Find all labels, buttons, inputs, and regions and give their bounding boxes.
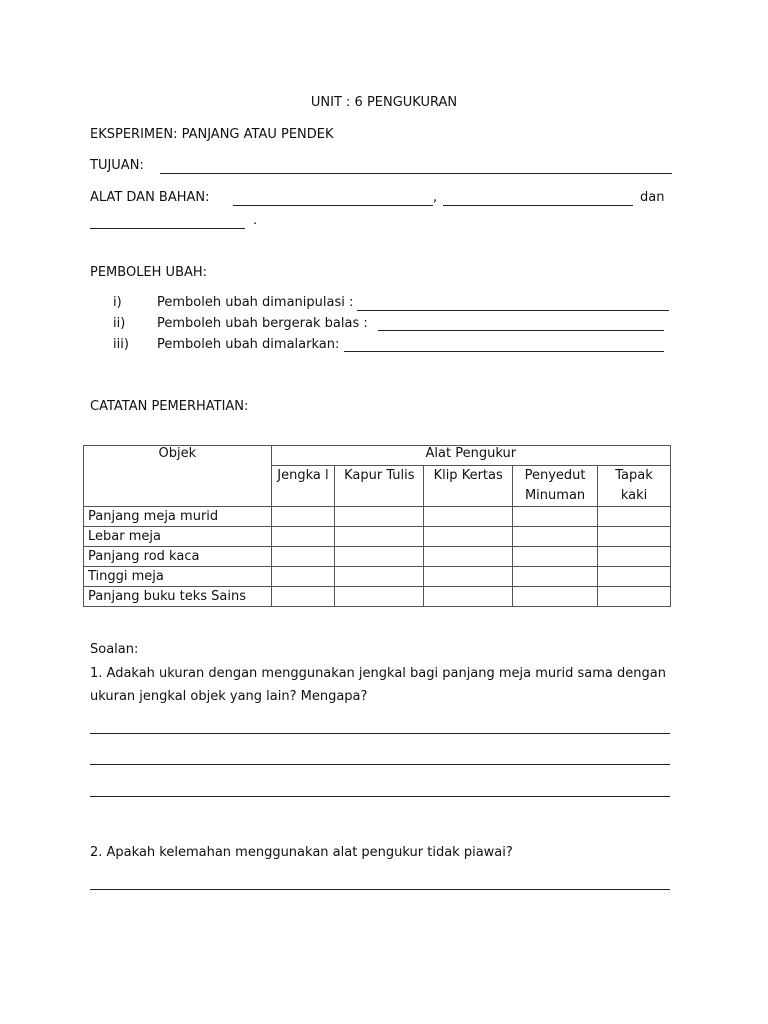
table-header-tool: Kapur Tulis [335,466,424,507]
table-cell[interactable] [335,547,424,567]
variable-answer-line-responding[interactable] [378,330,664,331]
table-header-tools-group: Alat Pengukur [271,446,670,466]
observation-table [83,445,671,607]
table-cell[interactable] [271,507,335,527]
table-cell[interactable] [424,527,513,547]
table-cell[interactable] [271,527,335,547]
table-cell[interactable] [598,507,671,527]
table-row-label: Panjang buku teks Sains [84,587,272,607]
table-header-tool: Penyedut Minuman [513,466,598,507]
variable-label-constant: Pemboleh ubah dimalarkan: [157,337,340,352]
variable-label-responding: Pemboleh ubah bergerak balas : [157,316,368,331]
table-cell[interactable] [598,567,671,587]
question-2: 2. Apakah kelemahan menggunakan alat pengukur tidak piawai? [90,845,513,860]
question-2-answer-line[interactable] [90,889,670,890]
variable-label-manipulated: Pemboleh ubah dimanipulasi : [157,295,354,310]
table-cell[interactable] [335,567,424,587]
table-row [84,527,671,547]
materials-answer-line-2[interactable] [443,205,633,206]
variables-heading: PEMBOLEH UBAH: [90,265,208,280]
variable-answer-line-constant[interactable] [344,351,664,352]
page-title: UNIT : 6 PENGUKURAN [310,95,458,110]
table-row [84,507,671,527]
table-header-tool: Jengka l [271,466,335,507]
materials-comma: , [433,190,438,205]
variable-answer-line-manipulated[interactable] [357,310,669,311]
materials-period: . [253,213,258,228]
table-cell[interactable] [513,547,598,567]
observation-heading: CATATAN PEMERHATIAN: [90,399,249,414]
table-cell[interactable] [335,527,424,547]
table-row-label: Tinggi meja [84,567,272,587]
table-cell[interactable] [598,527,671,547]
variable-num-3: iii) [113,337,129,352]
variable-num-2: ii) [113,316,126,331]
table-cell[interactable] [513,507,598,527]
materials-label: ALAT DAN BAHAN: [90,190,210,205]
table-cell[interactable] [513,527,598,547]
purpose-answer-line[interactable] [160,173,672,174]
materials-answer-line-1[interactable] [233,205,433,206]
question-1-answer-line[interactable] [90,796,670,797]
table-cell[interactable] [335,587,424,607]
table-header-tool: Klip Kertas [424,466,513,507]
question-1-answer-line[interactable] [90,764,670,765]
question-1-line-2: ukuran jengkal objek yang lain? Mengapa? [90,689,368,704]
table-cell[interactable] [424,567,513,587]
table-header-objek: Objek [84,446,272,507]
table-cell[interactable] [513,587,598,607]
experiment-title: EKSPERIMEN: PANJANG ATAU PENDEK [90,127,334,142]
table-cell[interactable] [598,587,671,607]
table-cell[interactable] [271,547,335,567]
table-row-label: Panjang meja murid [84,507,272,527]
table-cell[interactable] [271,587,335,607]
table-cell[interactable] [424,587,513,607]
purpose-label: TUJUAN: [90,158,144,173]
table-cell[interactable] [271,567,335,587]
table-row [84,547,671,567]
materials-answer-line-3[interactable] [90,228,245,229]
materials-and: dan [640,190,665,205]
question-1-answer-line[interactable] [90,733,670,734]
table-row [84,587,671,607]
table-cell[interactable] [598,547,671,567]
variable-num-1: i) [113,295,122,310]
questions-heading: Soalan: [90,642,139,657]
table-row [84,567,671,587]
table-cell[interactable] [513,567,598,587]
table-cell[interactable] [335,507,424,527]
table-cell[interactable] [424,547,513,567]
table-row-label: Lebar meja [84,527,272,547]
table-cell[interactable] [424,507,513,527]
question-1-line-1: 1. Adakah ukuran dengan menggunakan jengkal bagi panjang meja murid sama dengan [90,666,666,681]
table-row-label: Panjang rod kaca [84,547,272,567]
table-header-tool: Tapak kaki [598,466,671,507]
